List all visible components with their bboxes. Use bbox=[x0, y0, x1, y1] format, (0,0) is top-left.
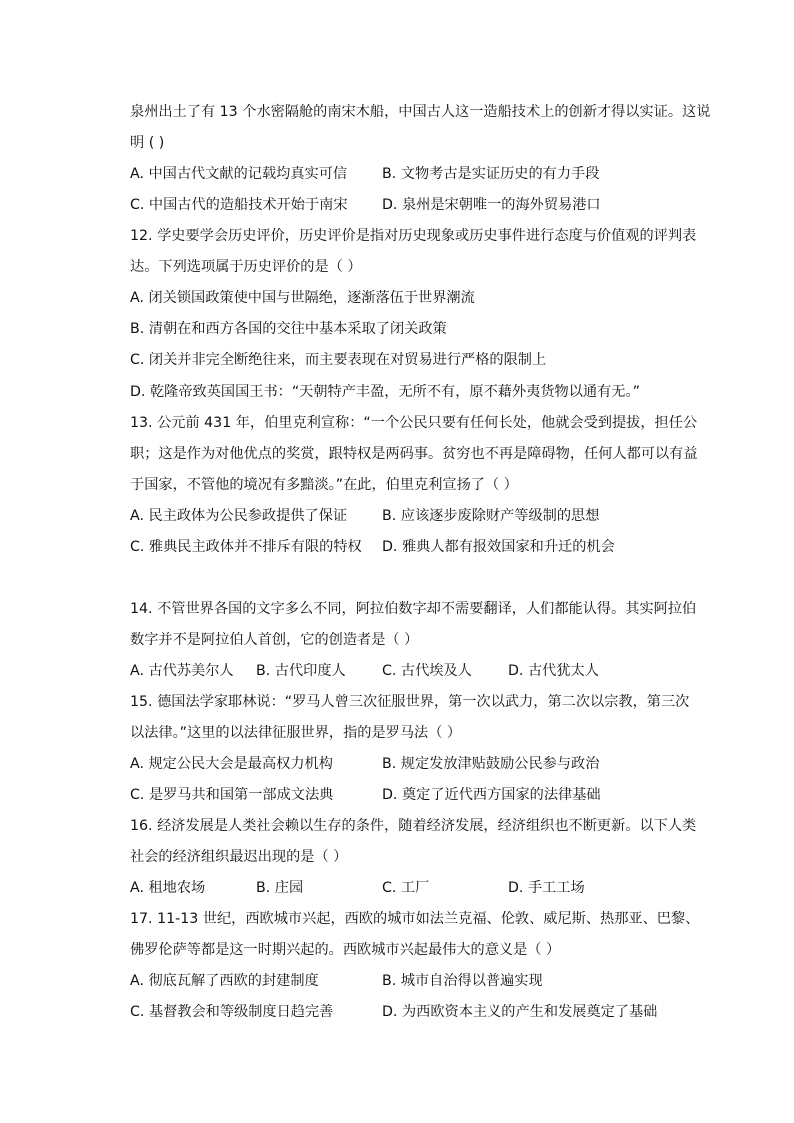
q13-stem-line3: 于国家，不管他的境况有多黯淡。”在此，伯里克利宣扬了（ ） bbox=[130, 477, 518, 493]
q11-stem-line1: 泉州出土了有 13 个水密隔舱的南宋木船，中国古人这一造船技术上的创新才得以实证。这说 bbox=[130, 104, 711, 120]
q13-option-a: A. 民主政体为公民参政提供了保证 bbox=[130, 508, 348, 524]
q14-stem-line1: 14. 不管世界各国的文字多么不同，阿拉伯数字却不需要翻译，人们都能认得。其实阿拉伯 bbox=[130, 601, 697, 617]
q12-option-d: D. 乾隆帝致英国国王书：“天朝特产丰盈，无所不有，原不藉外夷货物以通有无。” bbox=[130, 384, 640, 400]
q17-option-c: C. 基督教会和等级制度日趋完善 bbox=[130, 1004, 334, 1020]
q15-option-c: C. 是罗马共和国第一部成文法典 bbox=[130, 787, 334, 803]
q16-stem-line1: 16. 经济发展是人类社会赖以生存的条件，随着经济发展，经济组织也不断更新。以下人类 bbox=[130, 818, 697, 834]
q16-option-b: B. 庄园 bbox=[256, 880, 304, 896]
q15-stem-line1: 15. 德国法学家耶林说：“罗马人曾三次征服世界，第一次以武力，第二次以宗教，第三次 bbox=[130, 694, 690, 710]
q13-stem-line2: 职；这是作为对他优点的奖赏，跟特权是两码事。贫穷也不再是障碍物，任何人都可以有益 bbox=[130, 446, 698, 462]
q16-option-c: C. 工厂 bbox=[382, 880, 430, 896]
q16-stem-line2: 社会的经济组织最迟出现的是（ ） bbox=[130, 849, 348, 865]
q14-option-a: A. 古代苏美尔人 bbox=[130, 663, 234, 679]
q14-option-b: B. 古代印度人 bbox=[256, 663, 346, 679]
q17-option-a: A. 彻底瓦解了西欧的封建制度 bbox=[130, 973, 319, 989]
q15-stem-line2: 以法律。”这里的以法律征服世界，指的是罗马法（ ） bbox=[130, 725, 462, 741]
q13-option-d: D. 雅典人都有报效国家和升迁的机会 bbox=[382, 539, 615, 555]
q16-option-a: A. 租地农场 bbox=[130, 880, 206, 896]
q14-option-d: D. 古代犹太人 bbox=[508, 663, 599, 679]
q14-option-c: C. 古代埃及人 bbox=[382, 663, 472, 679]
q12-stem-line1: 12. 学史要学会历史评价，历史评价是指对历史现象或历史事件进行态度与价值观的评判表 bbox=[130, 228, 697, 244]
q14-stem-line2: 数字并不是阿拉伯人首创，它的创造者是（ ） bbox=[130, 632, 419, 648]
q12-option-b: B. 清朝在和西方各国的交往中基本采取了闭关政策 bbox=[130, 321, 447, 337]
q17-option-b: B. 城市自治得以普遍实现 bbox=[382, 973, 543, 989]
q15-option-d: D. 奠定了近代西方国家的法律基础 bbox=[382, 787, 601, 803]
q11-option-a: A. 中国古代文献的记载均真实可信 bbox=[130, 166, 348, 182]
q17-stem-line2: 佛罗伦萨等都是这一时期兴起的。西欧城市兴起最伟大的意义是（ ） bbox=[130, 942, 561, 958]
q12-option-a: A. 闭关锁国政策使中国与世隔绝，逐渐落伍于世界潮流 bbox=[130, 290, 475, 306]
q15-option-b: B. 规定发放津贴鼓励公民参与政治 bbox=[382, 756, 600, 772]
q12-stem-line2: 达。下列选项属于历史评价的是（ ） bbox=[130, 259, 362, 275]
q12-option-c: C. 闭关并非完全断绝往来，而主要表现在对贸易进行严格的限制上 bbox=[130, 352, 547, 368]
q15-option-a: A. 规定公民大会是最高权力机构 bbox=[130, 756, 333, 772]
q13-option-c: C. 雅典民主政体并不排斥有限的特权 bbox=[130, 539, 362, 555]
q17-option-d: D. 为西欧资本主义的产生和发展奠定了基础 bbox=[382, 1004, 658, 1020]
q11-stem-line2: 明 ( ) bbox=[130, 135, 165, 151]
q13-option-b: B. 应该逐步废除财产等级制的思想 bbox=[382, 508, 600, 524]
q13-stem-line1: 13. 公元前 431 年，伯里克利宣称：“一个公民只要有任何长处，他就会受到提拔，担任公 bbox=[130, 415, 698, 431]
q11-option-d: D. 泉州是宋朝唯一的海外贸易港口 bbox=[382, 197, 601, 213]
q17-stem-line1: 17. 11-13 世纪，西欧城市兴起，西欧的城市如法兰克福、伦敦、威尼斯、热那亚、巴黎、 bbox=[130, 911, 700, 927]
q11-option-c: C. 中国古代的造船技术开始于南宋 bbox=[130, 197, 348, 213]
q16-option-d: D. 手工工场 bbox=[508, 880, 585, 896]
q11-option-b: B. 文物考古是实证历史的有力手段 bbox=[382, 166, 600, 182]
